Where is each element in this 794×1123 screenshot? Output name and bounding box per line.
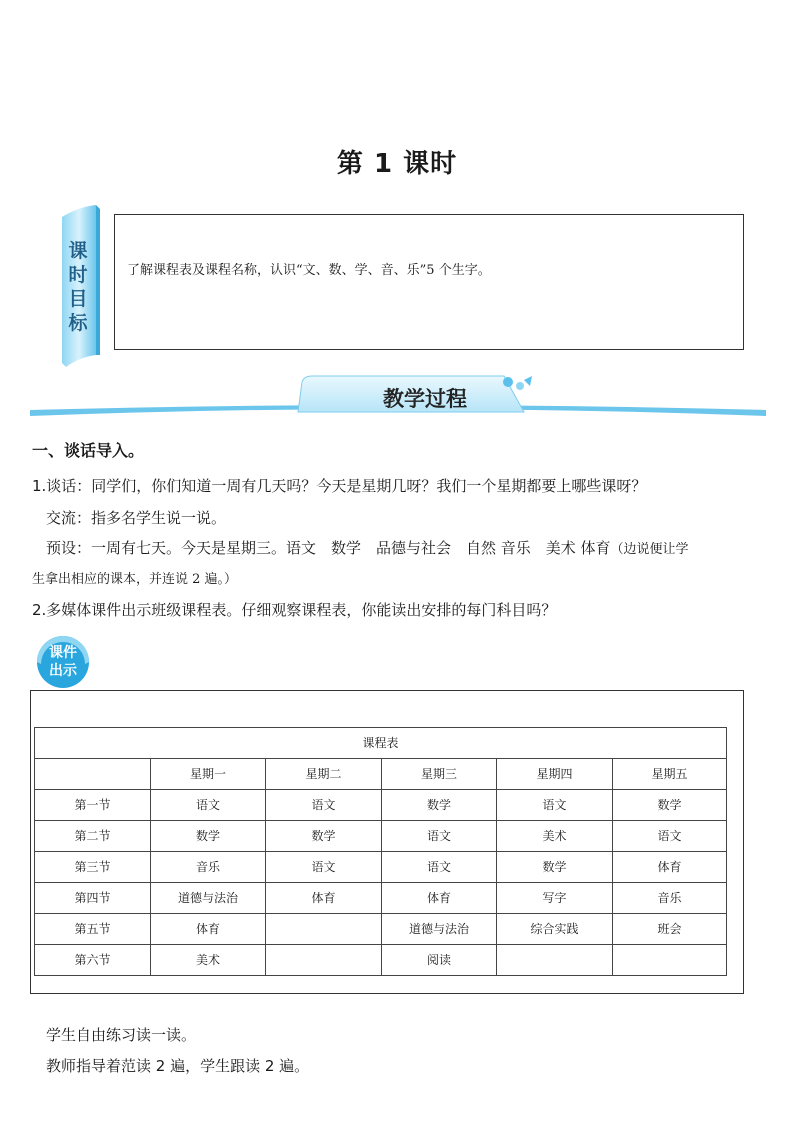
table-cell: 语文 bbox=[613, 821, 727, 852]
table-cell: 语文 bbox=[497, 790, 613, 821]
header-cell: 星期四 bbox=[497, 759, 613, 790]
schedule-caption: 课程表 bbox=[35, 728, 727, 759]
header-cell: 星期五 bbox=[613, 759, 727, 790]
header-cell bbox=[35, 759, 151, 790]
table-cell: 体育 bbox=[613, 852, 727, 883]
table-cell: 语文 bbox=[266, 790, 382, 821]
header-cell: 星期二 bbox=[266, 759, 382, 790]
table-cell: 道德与法治 bbox=[151, 883, 266, 914]
objective-box bbox=[114, 214, 744, 350]
table-cell: 美术 bbox=[497, 821, 613, 852]
table-cell: 数学 bbox=[382, 790, 497, 821]
table-row bbox=[35, 852, 727, 883]
table-cell bbox=[497, 945, 613, 976]
preset-main: 预设：一周有七天。今天是星期三。语文 数学 品德与社会 自然 音乐 美术 体育 bbox=[46, 539, 611, 557]
table-row bbox=[35, 914, 727, 945]
table-cell: 数学 bbox=[151, 821, 266, 852]
table-cell: 写字 bbox=[497, 883, 613, 914]
table-cell: 第三节 bbox=[35, 852, 151, 883]
table-cell bbox=[266, 914, 382, 945]
table-cell: 音乐 bbox=[613, 883, 727, 914]
preset-line bbox=[46, 538, 689, 560]
practice-line: 学生自由练习读一读。 bbox=[46, 1026, 197, 1044]
table-cell: 阅读 bbox=[382, 945, 497, 976]
header-cell: 星期三 bbox=[382, 759, 497, 790]
table-row bbox=[35, 790, 727, 821]
table-cell: 第五节 bbox=[35, 914, 151, 945]
table-cell: 综合实践 bbox=[497, 914, 613, 945]
header-cell: 星期一 bbox=[151, 759, 266, 790]
banner-title: 教学过程 bbox=[383, 387, 467, 411]
badge-icon bbox=[33, 632, 93, 688]
badge-line-2: 出示 bbox=[49, 663, 77, 679]
table-cell: 第四节 bbox=[35, 883, 151, 914]
table-cell: 数学 bbox=[266, 821, 382, 852]
objective-text: 了解课程表及课程名称，认识“文、数、学、音、乐”5 个生字。 bbox=[127, 263, 491, 278]
preset-note-a: （边说便让学 bbox=[610, 542, 689, 557]
table-row bbox=[35, 945, 727, 976]
table-cell: 第一节 bbox=[35, 790, 151, 821]
table-cell: 语文 bbox=[382, 852, 497, 883]
table-cell: 道德与法治 bbox=[382, 914, 497, 945]
table-cell bbox=[613, 945, 727, 976]
item-2: 2.多媒体课件出示班级课程表。仔细观察课程表，你能读出安排的每门科目吗？ bbox=[32, 601, 557, 619]
demo-read-line: 教师指导着范读 2 遍，学生跟读 2 遍。 bbox=[46, 1057, 310, 1075]
badge-line-1: 课件 bbox=[49, 645, 77, 661]
table-cell: 第二节 bbox=[35, 821, 151, 852]
exchange-line: 交流：指多名学生说一说。 bbox=[46, 509, 227, 527]
ribbon-label: 课 时 目 标 bbox=[68, 240, 88, 334]
table-row bbox=[35, 883, 727, 914]
table-cell: 语文 bbox=[266, 852, 382, 883]
schedule-header-row bbox=[35, 759, 727, 790]
table-cell: 体育 bbox=[382, 883, 497, 914]
courseware-badge bbox=[33, 632, 93, 688]
table-cell: 数学 bbox=[497, 852, 613, 883]
table-cell: 音乐 bbox=[151, 852, 266, 883]
page-title: 第 1 课时 bbox=[336, 149, 458, 179]
table-cell: 语文 bbox=[151, 790, 266, 821]
table-cell bbox=[266, 945, 382, 976]
schedule-table bbox=[34, 727, 727, 976]
table-cell: 数学 bbox=[613, 790, 727, 821]
table-cell: 体育 bbox=[266, 883, 382, 914]
table-cell: 美术 bbox=[151, 945, 266, 976]
preset-note-b: 生拿出相应的课本，并连说 2 遍。） bbox=[32, 572, 238, 587]
table-cell: 班会 bbox=[613, 914, 727, 945]
table-cell: 语文 bbox=[382, 821, 497, 852]
table-cell: 第六节 bbox=[35, 945, 151, 976]
objective-ribbon bbox=[56, 205, 100, 367]
section-banner bbox=[30, 374, 766, 422]
table-cell: 体育 bbox=[151, 914, 266, 945]
section-heading: 一、谈话导入。 bbox=[32, 441, 145, 460]
item-1: 1.谈话：同学们，你们知道一周有几天吗？今天是星期几呀？我们一个星期都要上哪些课呀？ bbox=[32, 477, 647, 495]
table-row bbox=[35, 821, 727, 852]
